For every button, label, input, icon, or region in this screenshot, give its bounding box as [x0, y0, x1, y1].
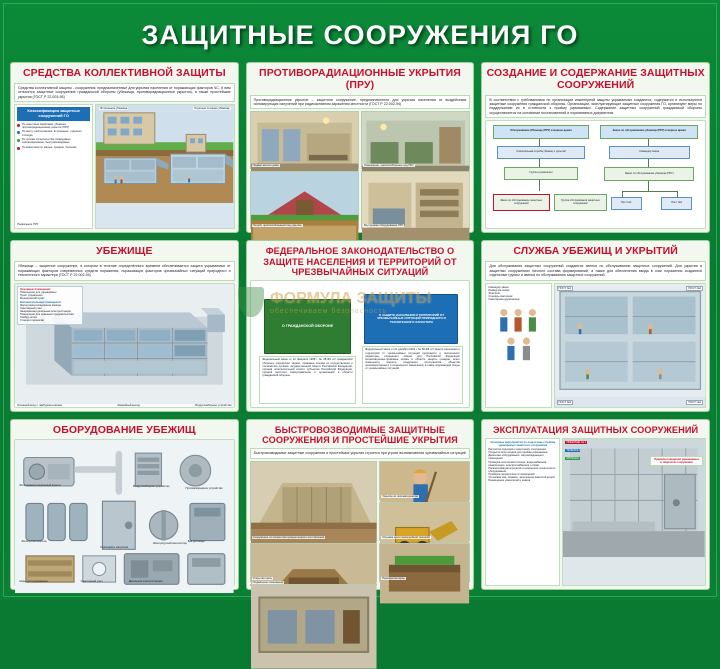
sign-label: АПТЕЧКА — [566, 456, 579, 460]
card-title: ЭКСПЛУАТАЦИЯ ЗАЩИТНЫХ СООРУЖЕНИЙ — [493, 424, 699, 435]
card-illustration — [250, 111, 471, 229]
scheme-node: Пост №2 — [661, 197, 692, 210]
card-sluzhba-ubezhishch-i-ukrytiy — [481, 240, 710, 411]
panel-header: Основные мероприятия по подготовке к приёму укрываемых защитного сооружения — [490, 440, 556, 448]
caption: Перекрытая щель — [382, 576, 405, 580]
caption: Основной вход с тамбуром-шлюзом — [17, 403, 62, 407]
scheme-node: Пост №1 — [611, 197, 642, 210]
legend-header: Вспомогательные помещения: — [20, 300, 62, 304]
card-sozdanie-i-soderzhanie — [481, 62, 710, 233]
book-label: О ЗАЩИТЕ НАСЕЛЕНИЯ И ТЕРРИТОРИЙ ОТ ЧРЕЗВЫЧАЙНЫХ СИТУАЦИЙ ПРИРОДНОГО И ТЕХНОГЕННОГО ХАРАКТЕРА — [376, 312, 446, 324]
caption: Бак для воды — [187, 540, 205, 544]
scheme-node: Звено по обслуживанию защитных сооружений — [493, 194, 550, 211]
photo-excavator — [379, 502, 470, 541]
post-label: ПОСТ №4 — [688, 400, 701, 404]
cellar-icon — [251, 172, 358, 247]
scheme-left-title: Обслуживание (Убежище (ПРУ) в мирное время — [493, 125, 589, 139]
card-title: ПРОТИВОРАДИАЦИОННЫЕ УКРЫТИЯ (ПРУ) — [259, 67, 461, 91]
caption: Погреб, приспособленный под укрытие — [252, 224, 302, 228]
caption: Гермодверь защитная — [100, 545, 129, 549]
caption: Сооружение из элементов промышленного изготовления — [252, 535, 325, 539]
photo-worker — [379, 461, 470, 500]
photo-adapted-room — [361, 111, 470, 169]
legend-item-label: Медицинский пункт — [20, 296, 45, 300]
sign-label: УБЕЖИЩЕ № 1 — [566, 440, 587, 444]
card-subtitle: Противорадиационное укрытие – защитное сооружение, предназначенное для укрытия населения от воздействия ионизирующих излучений при радиоактивном заражении местности (ГОСТ Р 22.002-94) — [250, 95, 471, 110]
photo-basement — [250, 111, 359, 169]
card-bystrovozvodimye-zashchitnye-sooruzheniya — [246, 419, 475, 590]
legend-item-label: Защищённая дизельная электростанция — [20, 310, 71, 314]
panel-item: Расконсервация агрегатов и инженерно-технического оборудования — [488, 466, 556, 473]
caption: Подвальное ПРУ — [17, 223, 39, 227]
cutaway-illustration — [95, 104, 234, 229]
sign-label: ТЕЛЕФОН — [566, 448, 580, 452]
legend-item-label: Слесарь-сантехник — [488, 294, 513, 298]
card-title: ФЕДЕРАЛЬНОЕ ЗАКОНОДАТЕЛЬСТВО О ЗАЩИТЕ НАСЕЛЕНИЯ И ТЕРРИТОРИЙ ОТ ЧРЕЗВЫЧАЙНЫХ СИТУАЦИЙ — [263, 246, 457, 277]
legend-item-label: Электрик — [488, 291, 500, 295]
scheme-node: Группа обслуживания защитных сооружений — [554, 194, 606, 211]
book-cover-zashchita-naseleniya — [364, 294, 458, 344]
scheme-right-title: Звено по обслуживанию убежища (ПРУ) в мирное время — [600, 125, 698, 139]
panel-item: Проверка герметичности помещений — [488, 472, 535, 476]
caption: Электроручной вентилятор — [152, 541, 187, 545]
caption: Противовзрывное устройство — [185, 486, 223, 490]
panel-item: Открытие всех входов для приёма укрываемых — [488, 451, 548, 455]
photo-interior — [361, 171, 470, 229]
panel-item: Проверка систем вентиляции, водоснабжения, канализации, электроснабжения и связи — [488, 460, 547, 467]
scheme-node: Командир звена — [609, 146, 690, 159]
card-illustration — [485, 438, 706, 586]
photo-prefab-shelter — [250, 461, 378, 541]
page-title: ЗАЩИТНЫЕ СООРУЖЕНИЯ ГО — [141, 19, 579, 50]
legend-item — [17, 146, 90, 150]
card-subtitle: Средства коллективной защиты - сооружения, предназначенные для укрытия населения от поражающих факторов ЧС. К ним относятся защитные сооружения гражданской обороны (убежища, противорадиационные укрытия), а также простейшие укрытия (ГОСТ Р 22.003-95) — [14, 83, 235, 102]
card-protivoradiatsionnye-ukrytiya — [246, 62, 475, 233]
legend-item — [17, 138, 90, 144]
watermark-brand: ФОРМУЛА ЗАЩИТЫ — [270, 289, 432, 307]
note-right — [362, 346, 463, 404]
card-title: БЫСТРОВОЗВОДИМЫЕ ЗАЩИТНЫЕ СООРУЖЕНИЯ И ПРОСТЕЙШИЕ УКРЫТИЯ — [262, 424, 458, 445]
card-illustration — [14, 439, 235, 586]
photo-basement-shelter — [250, 580, 378, 586]
covered-trench-icon — [380, 544, 469, 603]
post-label: ПОСТ №1 — [558, 286, 572, 290]
legend-item-label: Разведчик-химик — [488, 288, 510, 292]
poster-grid — [10, 62, 710, 590]
caption: Воздухозаборное устройство — [133, 485, 170, 489]
panel-item: Демонтаж оборудования, загромождающего помещения — [488, 454, 544, 461]
legend-item-label: По месту расположения: встроенные, отдельно стоящие — [22, 130, 82, 137]
caption: Фильтровентиляционный агрегат — [19, 483, 61, 487]
legend-item-label: Фильтровентиляционная камера — [20, 304, 61, 307]
legend-header: Классификация защитных сооружений ГО — [17, 107, 90, 121]
note-text: Федеральный закон от 12 февраля 1998 г. № 28-ФЗ «О гражданской обороне» определяет задачи, правовые основы их осуществления и полномочия органов государственной власти Российской Федерации, органов исполнительной власти субъектов Российской Федерации, органов местного самоуправления и организаций в области гражданской обороны. — [262, 358, 353, 377]
legend-item — [17, 130, 90, 136]
bullet-icon — [17, 124, 20, 127]
scheme-node: Группа управления — [504, 167, 578, 180]
photo-open-trench — [250, 543, 378, 582]
legend-item-label: Помещения для укрываемых — [20, 290, 57, 294]
caption: Подвальное помещение — [252, 580, 284, 584]
legend-item-label: Станция перекачки — [20, 319, 45, 323]
card-illustration — [250, 461, 471, 586]
legend-item-label: По вместимости: малые, средние, большие — [22, 145, 77, 149]
card-title: СЛУЖБА УБЕЖИЩ И УКРЫТИЙ — [513, 245, 678, 258]
caption: Фильтр-поглотитель — [21, 540, 47, 544]
legend-item-label: Санитарный узел — [20, 307, 42, 311]
caption: Помещение, приспособленное под ПРУ — [363, 164, 414, 168]
card-title: СОЗДАНИЕ И СОДЕРЖАНИЕ ЗАЩИТНЫХ СООРУЖЕНИЙ — [486, 67, 705, 91]
scheme-node: Звено по обслуживанию убежища (ПРУ) — [604, 167, 694, 181]
legend-item-label: Пункт управления — [20, 293, 43, 297]
caption: Нары для укрываемых — [19, 580, 48, 584]
card-federalnoe-zakonodatelstvo — [246, 240, 475, 411]
caption: Укрытие из лесоматериалов — [382, 494, 418, 498]
bullet-icon — [17, 139, 20, 142]
rescue-team-figures-icon — [488, 303, 548, 374]
card-oborudovanie-ubezhishcha — [10, 419, 239, 590]
card-illustration — [485, 283, 706, 408]
card-illustration — [250, 280, 471, 407]
prefab-shelter-icon — [251, 462, 377, 556]
service-legend — [485, 283, 551, 408]
book-label: О ГРАЖДАНСКОЙ ОБОРОНЕ — [282, 324, 333, 329]
pru-interior-icon — [362, 172, 469, 247]
card-title: СРЕДСТВА КОЛЛЕКТИВНОЙ ЗАЩИТЫ — [22, 67, 226, 79]
card-ubezhishche — [10, 240, 239, 411]
legend-item-label: Командир звена — [488, 285, 509, 289]
card-subtitle: В соответствии с требованиями по организации инженерной защиты укрываемых создаются, содержатся и используются защитные сооружения гражданской обороны. Организации, эксплуатирующие защитные сооружения ГО, организуют меры по поддержанию их в готовности к приёму укрываемых. Содержание защитных сооружений гражданской обороны осуществляется на основании постановлений и нормативных документов. — [485, 95, 706, 119]
card-subtitle: Убежище – защитное сооружение, в котором в течение определённого времени обеспечивается защита укрываемых от поражающих факторов современных средств поражения, поражающих факторов чрезвычайных ситуаций природного и техногенного характера (ГОСТ Р 22.002-94) — [14, 261, 235, 280]
scheme-node: Спасательная служба убежищ и укрытий — [497, 146, 584, 159]
legend-item-label: По защитным свойствам: убежища, противорадиационные укрытия (ПРУ) — [22, 122, 70, 129]
card-title: ОБОРУДОВАНИЕ УБЕЖИЩ — [52, 423, 196, 436]
note-text: Федеральный закон от 21 декабря 1994 г. № 68-ФЗ «О защите населения и территорий от чрезвычайных ситуаций природного и техногенного характера» определяет общие для Российской Федерации организационно-правовые нормы в области защиты граждан, всего земельного, водного, воздушного пространства, объектов производственного и социального назначения, а также окружающей среды от чрезвычайных ситуаций. — [365, 348, 460, 370]
org-scheme — [485, 120, 706, 229]
caption: Дизельная электростанция — [128, 580, 163, 584]
poster-title-bar — [12, 12, 708, 58]
shelter-cutaway-icon — [96, 105, 233, 203]
watermark-tagline: обеспечиваем безопасность — [270, 307, 388, 315]
book-cover-grazhdanskaya-oborona — [264, 299, 351, 354]
caption: Открытая щель — [252, 576, 273, 580]
card-sredstva-kollektivnoy-zashchity — [10, 62, 239, 233]
basement-shelter-icon — [251, 585, 377, 669]
caption: Отдельно стоящее убежище — [194, 107, 230, 111]
main-rooms-legend — [17, 286, 83, 325]
legend-item-label: По срокам строительства: возводимые заблаговременно, быстровозводимые — [22, 138, 71, 145]
post-label: ПОСТ №2 — [688, 286, 701, 290]
caption: Встроенное убежище — [100, 107, 128, 111]
card-subtitle: Для обслуживания защитных сооружений создаются звенья по обслуживанию защитных сооружений. Для укрытия в защитных сооружениях личного состава формирований, а также для обеспечения ввода в очаг поражения создаются отдельные группы и звенья по обслуживанию защитных сооружений. — [485, 261, 706, 280]
preparation-measures-panel — [485, 438, 560, 586]
shelter-section-illustration — [554, 283, 706, 408]
card-ekspluatatsiya-zashchitnykh-sooruzheniy — [481, 419, 710, 590]
legend-item-label: Санитарная дружинница — [488, 297, 520, 301]
rules-panel — [650, 456, 703, 466]
note-left — [259, 356, 355, 404]
card-illustration — [14, 104, 235, 229]
panel-item: Размещение указателей и знаков — [488, 479, 531, 483]
legend-item — [17, 123, 90, 129]
panel-item: Установка нар, скамеек, заполнение ёмкостей водой — [488, 475, 555, 479]
panel-header: Правила поведения укрываемых в защитном сооружении — [654, 457, 699, 464]
bullet-icon — [17, 147, 20, 150]
caption: Воздухозаборное устройство — [195, 403, 232, 407]
photo-covered-trench — [379, 543, 470, 582]
legend-item-label: Тамбур-шлюз — [20, 316, 37, 320]
bullet-icon — [17, 131, 20, 134]
post-label: ПОСТ №3 — [558, 400, 572, 404]
caption: Аварийный выход — [117, 403, 140, 407]
caption: Подвал жилого дома — [252, 164, 279, 168]
classification-legend — [14, 104, 93, 229]
shelter-section-icon — [555, 284, 705, 397]
caption: Внутреннее оборудование ПРУ — [363, 224, 404, 228]
legend-header: Основные помещения: — [20, 287, 51, 291]
panel-item: Расчистка подходов к защитному сооружению — [488, 448, 547, 452]
photo-cellar — [250, 171, 359, 229]
card-title: УБЕЖИЩЕ — [96, 245, 153, 258]
card-illustration — [14, 283, 235, 408]
caption: Отрывка щели землеройной техникой — [382, 535, 430, 539]
card-subtitle: Быстровозводимые защитные сооружения и простейшие укрытия строятся при угрозе возникновения чрезвычайных ситуаций — [250, 448, 471, 458]
caption: Санитарный узел — [80, 580, 103, 584]
legend-item-label: Помещение для хранения продовольствия — [20, 313, 74, 317]
